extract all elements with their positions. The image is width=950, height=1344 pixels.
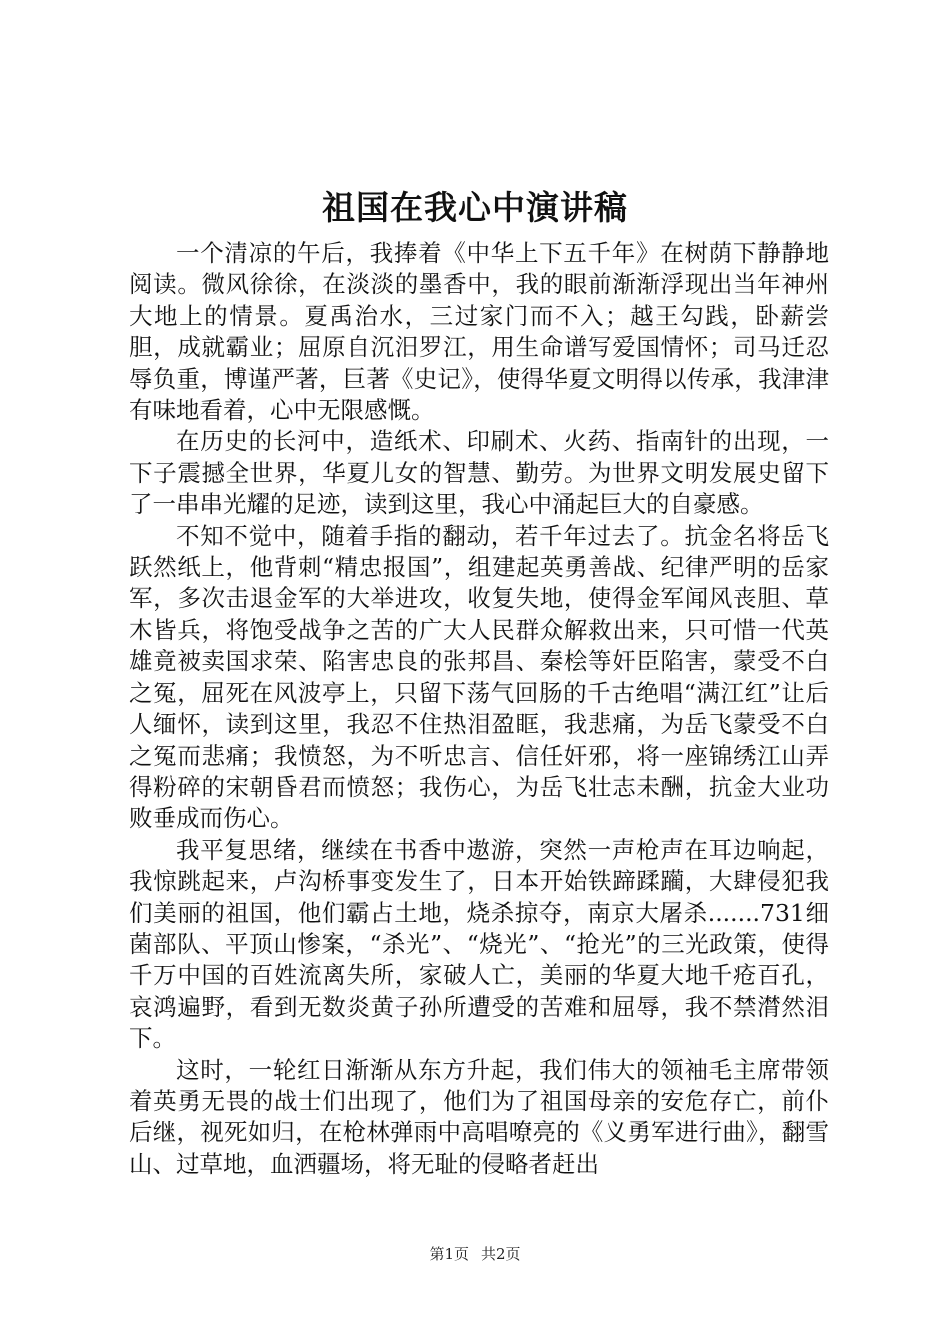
paragraph-5: 这时，一轮红日渐渐从东方升起，我们伟大的领袖毛主席带领着英勇无畏的战士们出现了，他们为了祖国母亲的安危存亡，前仆后继，视死如归，在枪林弹雨中高唱嘹亮的《义勇军进行曲》，翻雪山、过草地，血洒疆场，将无耻的侵略者赶出 [129, 1055, 829, 1178]
page-number: 第1页 [429, 1245, 469, 1263]
document-body [129, 238, 829, 1180]
page-total: 共2页 [481, 1245, 521, 1263]
page-footer [0, 1244, 950, 1264]
paragraph-2: 在历史的长河中，造纸术、印刷术、火药、指南针的出现，一下子震撼全世界，华夏儿女的智慧、勤劳。为世界文明发展史留下了一串串光耀的足迹，读到这里，我心中涌起巨大的自豪感。 [129, 427, 829, 519]
paragraph-4: 我平复思绪，继续在书香中遨游，突然一声枪声在耳边响起，我惊跳起来，卢沟桥事变发生了，日本开始铁蹄蹂躏，大肆侵犯我们美丽的祖国，他们霸占土地，烧杀掠夺，南京大屠杀.......731细菌部队、平顶山惨案，“杀光”、“烧光”、“抢光”的三光政策，使得千万中国的百姓流离失所，家破人亡，美丽的华夏大地千疮百孔，哀鸿遍野，看到无数炎黄子孙所遭受的苦难和屈辱，我不禁潸然泪下。 [129, 835, 829, 1053]
paragraph-3: 不知不觉中，随着手指的翻动，若千年过去了。抗金名将岳飞跃然纸上，他背刺“精忠报国”，组建起英勇善战、纪律严明的岳家军，多次击退金军的大举进攻，收复失地，使得金军闻风丧胆、草木皆兵，将饱受战争之苦的广大人民群众解救出来，只可惜一代英雄竟被卖国求荣、陷害忠良的张邦昌、秦桧等奸臣陷害，蒙受不白之冤，屈死在风波亭上，只留下荡气回肠的千古绝唱“满江红”让后人缅怀，读到这里，我忍不住热泪盈眶，我悲痛，为岳飞蒙受不白之冤而悲痛；我愤怒，为不听忠言、信任奸邪，将一座锦绣江山弄得粉碎的宋朝昏君而愤怒；我伤心，为岳飞壮志未酬，抗金大业功败垂成而伤心。 [129, 521, 829, 833]
document-title: 祖国在我心中演讲稿 [322, 188, 628, 227]
paragraph-1: 一个清凉的午后，我捧着《中华上下五千年》在树荫下静静地阅读。微风徐徐，在淡淡的墨香中，我的眼前渐渐浮现出当年神州大地上的情景。夏禹治水，三过家门而不入；越王勾践，卧薪尝胆，成就霸业；屈原自沉汨罗江，用生命谱写爱国情怀；司马迁忍辱负重，博谨严著，巨著《史记》，使得华夏文明得以传承，我津津有味地看着，心中无限感慨。 [129, 239, 829, 425]
